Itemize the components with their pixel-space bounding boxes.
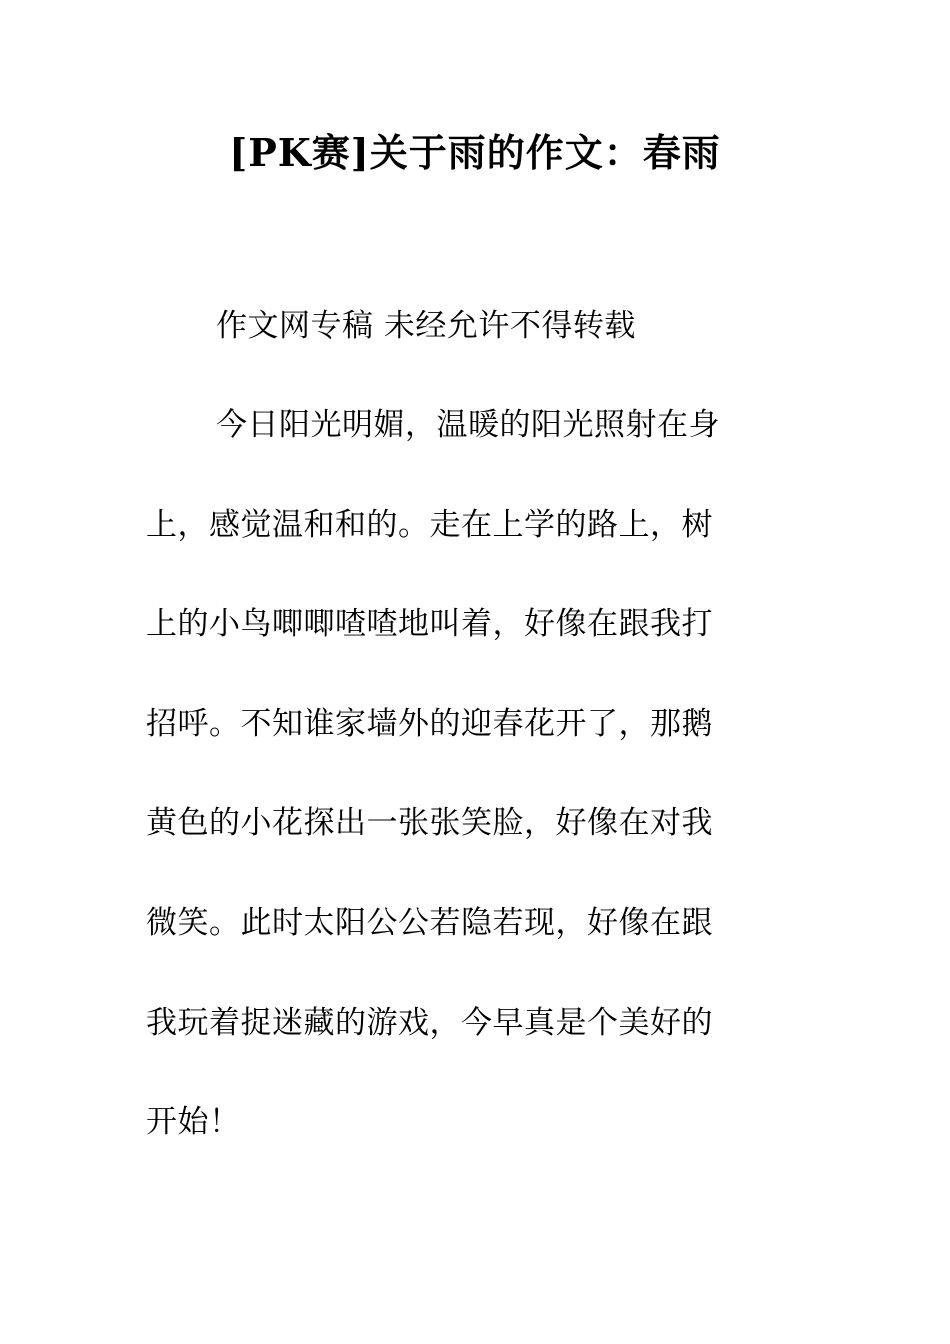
- copyright-notice: 作文网专稿 未经允许不得转载: [216, 308, 636, 344]
- paragraph-line: 黄色的小花探出一张张笑脸，好像在对我: [146, 805, 713, 841]
- paragraph-line: 今日阳光明媚，温暖的阳光照射在身: [216, 407, 720, 443]
- paragraph-line: 开始！: [146, 1104, 241, 1140]
- paragraph-line: 上，感觉温和和的。走在上学的路上，树: [146, 507, 713, 543]
- paragraph-line: 我玩着捉迷藏的游戏，今早真是个美好的: [146, 1005, 713, 1041]
- paragraph-line: 微笑。此时太阳公公若隐若现，好像在跟: [146, 905, 713, 941]
- paragraph-line: 招呼。不知谁家墙外的迎春花开了，那鹅: [146, 706, 713, 742]
- document-title: [PK赛]关于雨的作文：春雨: [229, 130, 721, 175]
- paragraph-line: 上的小鸟唧唧喳喳地叫着，好像在跟我打: [146, 606, 713, 642]
